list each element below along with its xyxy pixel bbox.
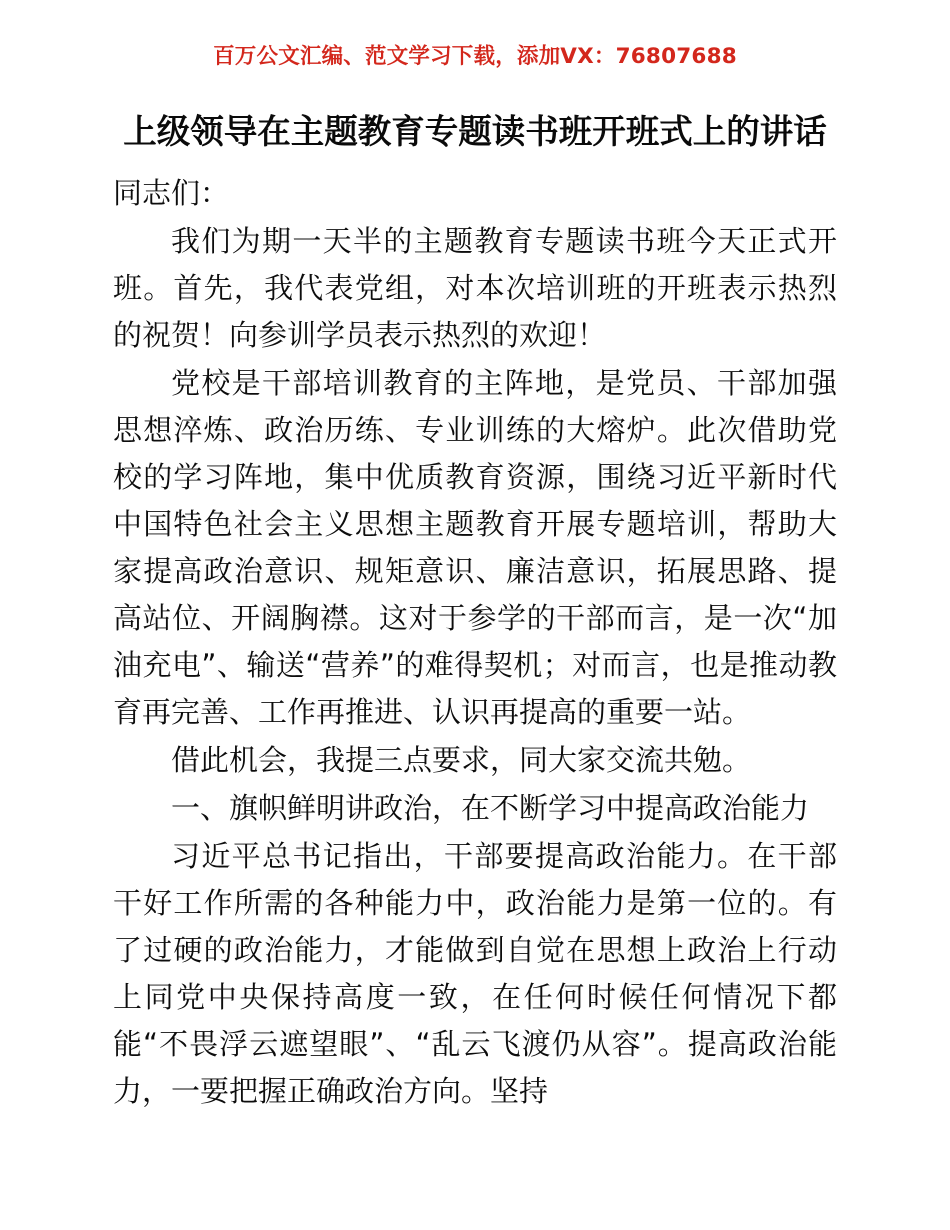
body-paragraph-1: 我们为期一天半的主题教育专题读书班今天正式开班。首先，我代表党组，对本次培训班的开班表示热烈的祝贺！向参训学员表示热烈的欢迎！ bbox=[113, 223, 837, 352]
page-title: 上级领导在主题教育专题读书班开班式上的讲话 bbox=[123, 112, 827, 151]
body-paragraph-2: 党校是干部培训教育的主阵地，是党员、干部加强思想淬炼、政治历练、专业训练的大熔炉。此次借助党校的学习阵地，集中优质教育资源，围绕习近平新时代中国特色社会主义思想主题教育开展专题培训，帮助大家提高政治意识、规矩意识、廉洁意识，拓展思路、提高站位、开阔胸襟。这对于参学的干部而言，是一次“加油充电”、输送“营养”的难得契机；对而言，也是推动教育再完善、工作再推进、认识再提高的重要一站。 bbox=[113, 365, 837, 729]
section-heading-1: 一、旗帜鲜明讲政治，在不断学习中提高政治能力 bbox=[171, 790, 810, 825]
body-paragraph-4: 习近平总书记指出，干部要提高政治能力。在干部干好工作所需的各种能力中，政治能力是第一位的。有了过硬的政治能力，才能做到自觉在思想上政治上行动上同党中央保持高度一致，在任何时候任何情况下都能“不畏浮云遮望眼”、“乱云飞渡仍从容”。提高政治能力，一要把握正确政治方向。坚持 bbox=[113, 838, 837, 1108]
body-paragraph-3: 借此机会，我提三点要求，同大家交流共勉。 bbox=[171, 742, 752, 777]
document-content bbox=[113, 108, 837, 1116]
salutation-line: 同志们： bbox=[113, 175, 230, 210]
promo-header-text: 百万公文汇编、范文学习下载，添加VX：76807688 bbox=[213, 44, 737, 69]
promo-header-banner bbox=[0, 44, 950, 71]
